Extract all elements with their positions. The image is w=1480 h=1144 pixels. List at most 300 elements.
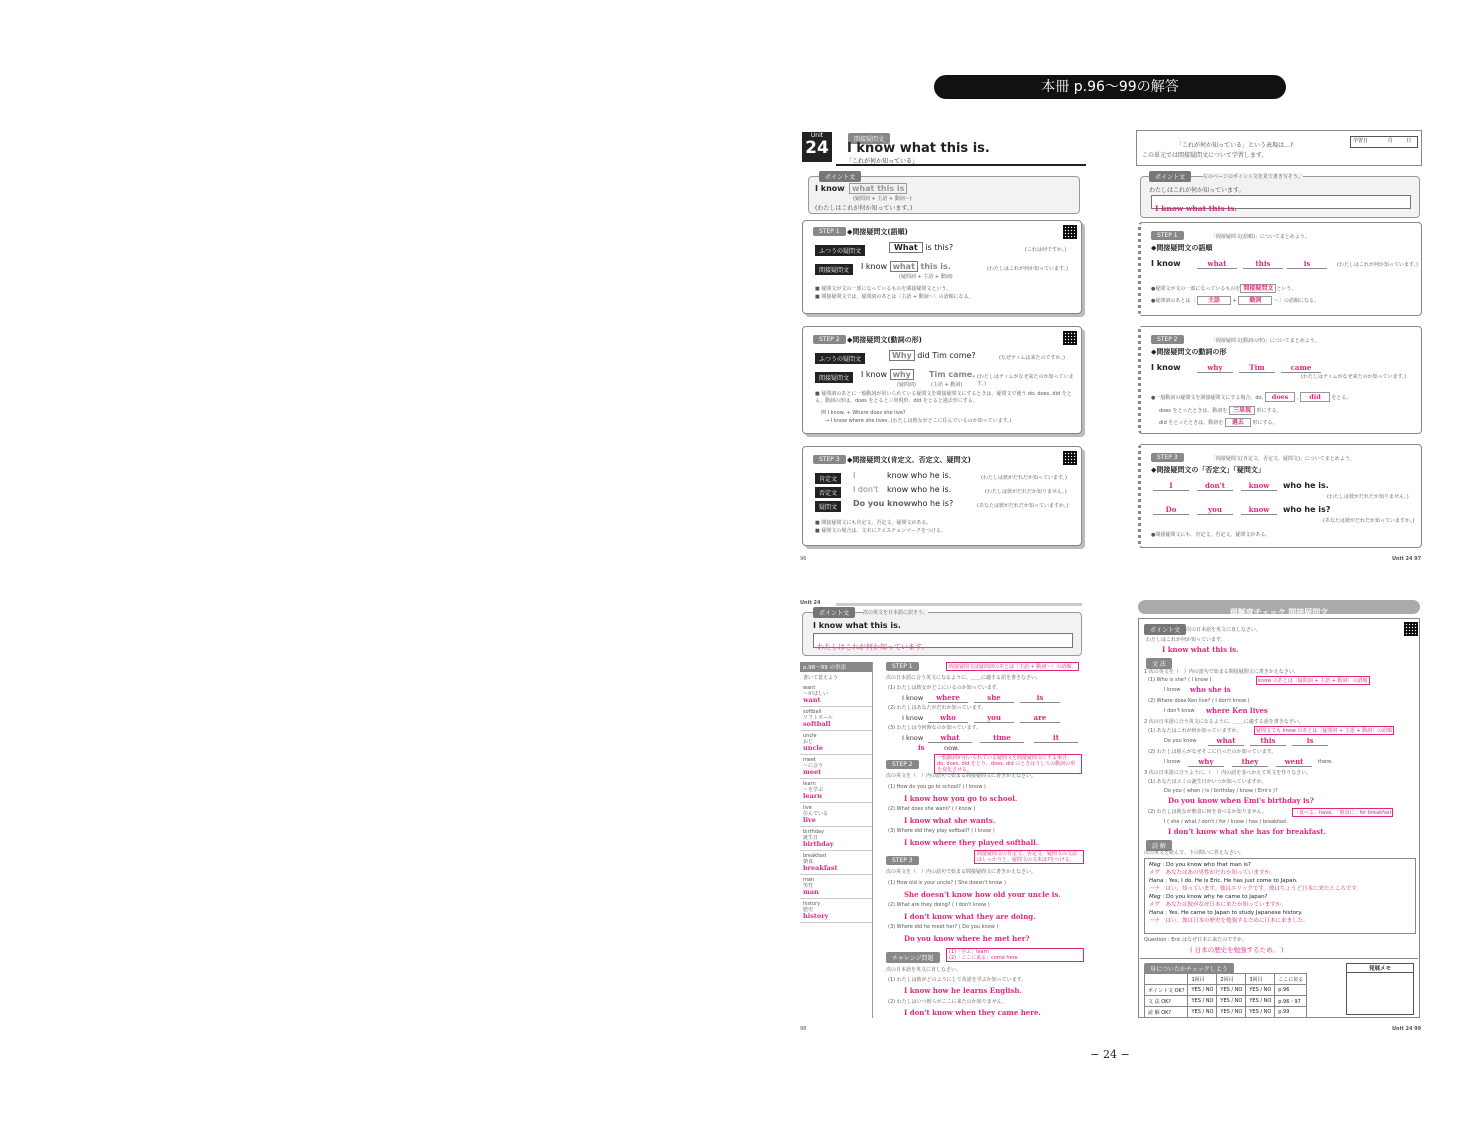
- check-row-q: OK?: [1161, 998, 1172, 1005]
- p97-step2-box: STEP 2 「間接疑問文(動詞の形)」についてまとめよう。 ◆間接疑問文の動詞の形 I know why Tim came (わたしはティムがなぜ来たのか知っています。) ●一般動詞の疑問文を間接疑問文にする場合、do, does , did をとる。 does をとったときは、動詞を 三単現 形にする。 did をとったときは、動詞を 過去 形にする。: [1138, 326, 1422, 434]
- check-row: [1145, 985, 1307, 996]
- p99-banner: [1138, 600, 1420, 617]
- p98-step1-tag: STEP 1: [886, 662, 919, 671]
- p98-step2-instr: 次の英文を（ ）内の語句で始まる間接疑問文に書きかえなさい。: [886, 773, 1037, 779]
- g1-2-q: (2) Where does Ken live? ( I don't know ): [1148, 698, 1250, 704]
- q1-1-jp: (1) わたしは彼女がどこにいるのか知っています。: [888, 685, 1002, 691]
- check-cell-c1[interactable]: YES / NO: [1188, 996, 1217, 1007]
- g3-2-hint: 「食べる」have, 「朝食に」for breakfast: [1294, 810, 1392, 816]
- vocab-en: want: [803, 685, 816, 691]
- check-cell-c1[interactable]: YES / NO: [1188, 1007, 1217, 1018]
- vocab-sidebar-sub: 書いて覚えよう: [803, 675, 839, 681]
- g2-1-q: (1) あなたはこれが何か知っていますか。: [1148, 728, 1242, 734]
- step2-trans-a: (なぜティムは来たのですか。): [999, 355, 1066, 361]
- step2-sub-b-2: (主語 + 動詞): [931, 382, 963, 388]
- check-cell-c2[interactable]: YES / NO: [1217, 996, 1246, 1007]
- vocab-en: live: [803, 805, 812, 811]
- g1-1-q: (1) Who is she? ( I know ): [1148, 677, 1212, 683]
- g2-2-a3: went: [1276, 757, 1312, 767]
- dialog-list: [1145, 859, 1415, 927]
- p98-step1-hint: 間接疑問文は疑問詞のあとは〔主語 + 動詞～〕の語順。: [946, 662, 1079, 671]
- step1-label-b: 間接疑問文: [815, 264, 853, 275]
- p97-step3-r1-c: know: [1241, 481, 1277, 491]
- q2-2-a: I know what she wants.: [904, 816, 996, 825]
- point-sentence-pre: I know: [815, 184, 845, 193]
- vocab-jp: 住んでいる: [803, 811, 829, 817]
- step3-label-a: 肯定文: [815, 473, 841, 484]
- g2-2-a2: they: [1232, 757, 1268, 767]
- challenge-tag: チャレンジ問題: [886, 952, 940, 963]
- vocab-answer: birthday: [803, 840, 834, 848]
- check-cell-label: [1145, 1007, 1188, 1018]
- q3-3-q: (3) Where did he meet her? ( Do you know ): [888, 924, 999, 930]
- p97-step2-a3: came: [1281, 363, 1321, 373]
- point-translation: (わたしはこれが何か知っています。): [815, 205, 913, 212]
- vocab-item: [800, 875, 872, 899]
- study-date-box: [1350, 136, 1418, 148]
- q1-2-a2: you: [974, 713, 1014, 723]
- p97-step2-n3-ans: 過去: [1225, 418, 1251, 427]
- step1-trans-a: (これは何ですか。): [1025, 247, 1067, 253]
- step2-heading: ◆間接疑問文(動詞の形): [847, 336, 922, 344]
- p98-step3-tag: STEP 3: [886, 856, 919, 865]
- step3-label-b: 否定文: [815, 487, 841, 498]
- vocab-en: history: [803, 901, 821, 907]
- step2-sent-a-rest: did Tim come?: [917, 351, 976, 360]
- p97-step3-r2-rest: who he is?: [1283, 505, 1331, 514]
- p97-step1-a3: is: [1287, 259, 1327, 269]
- vocab-item: [800, 683, 872, 707]
- q3-2-a: I don't know what they are doing.: [904, 912, 1036, 921]
- check-table: [1144, 973, 1307, 1018]
- p97-step3-r1-trans: (わたしは彼がだれだか知りません。): [1327, 494, 1409, 500]
- page-header-title: 本冊 p.96〜99の解答: [934, 75, 1286, 99]
- p97-point-jp: わたしはこれが何か知っています。: [1149, 187, 1245, 194]
- q1-1-a1: where: [928, 693, 968, 703]
- p97-step3-r1-rest: who he is.: [1283, 481, 1329, 490]
- step1-sent-b-rest: this is.: [920, 262, 951, 271]
- p97-step2-instr: 「間接疑問文(動詞の形)」についてまとめよう。: [1211, 338, 1320, 344]
- p97-step1-instr: 「間接疑問文(語順)」についてまとめよう。: [1211, 234, 1310, 240]
- step1-sub-b: (疑問詞 + 主語 + 動詞): [899, 274, 953, 280]
- p97-step3-note: ●間接疑問文にも、肯定文、否定文、疑問文がある。: [1151, 532, 1271, 538]
- step1-sent-a-rest: is this?: [925, 243, 954, 252]
- dialog-line: [1149, 909, 1411, 925]
- p97-step3-instr: 「間接疑問文(肯定文、否定文、疑問文)」についてまとめよう。: [1211, 456, 1355, 462]
- p97-point-instr: 左のページのポイント文を見て書き写そう。: [1203, 174, 1303, 180]
- p97-step2-n1-post: をとる。: [1331, 395, 1352, 401]
- vocab-item: [800, 803, 872, 827]
- q3-2-q: (2) What are they doing? ( I don't know ): [888, 902, 990, 908]
- vocab-item: [800, 779, 872, 803]
- step1-tag: STEP 1: [813, 227, 846, 236]
- step1-note1: ■ 疑問文が文の一部になっているものを間接疑問文という。: [815, 286, 952, 292]
- vocab-en: birthday: [803, 829, 824, 835]
- dialog-text: : Do you know why he came to Japan?: [1162, 894, 1268, 900]
- point-box: [808, 176, 1080, 214]
- dialog-box: [1144, 858, 1416, 934]
- check-row-label: 読 解: [1148, 1009, 1160, 1016]
- qr-code-icon: [1404, 622, 1418, 636]
- p97-step3-heading: ◆間接疑問文の「否定文」「疑問文」: [1151, 466, 1265, 474]
- vocab-item: [800, 851, 872, 875]
- step1-sent-b-box: what: [890, 261, 918, 272]
- step3-sent-b-2: know who he is.: [887, 485, 952, 494]
- g3-2-a: I don't know what she has for breakfast.: [1168, 827, 1326, 836]
- p97-step2-pre: I know: [1151, 363, 1181, 372]
- step1-sent-a-box: What: [889, 242, 923, 253]
- vocab-answer: uncle: [803, 744, 824, 752]
- p99-point-jp: わたしはこれが何か知っています。: [1146, 637, 1226, 643]
- p98-point-label: ポイント文: [813, 607, 855, 618]
- step3-heading: ◆間接疑問文(肯定文、否定文、疑問文): [847, 456, 971, 464]
- g1-instr: 1 次の英文を（ ）内の語句で始まる間接疑問文に書きかえなさい。: [1144, 669, 1299, 675]
- dokkai-instr: 次の英文を読んで、下の問いに答えなさい。: [1144, 850, 1244, 856]
- unit-subtitle: 「これが何か知っている」: [846, 158, 919, 165]
- q1-1-a3: is: [1020, 693, 1060, 703]
- page-98: [800, 598, 1086, 1038]
- step2-sent-b-box: why: [890, 369, 914, 380]
- g3-2-q: (2) わたしは彼女が朝食に何を食べるか知りません。: [1148, 809, 1267, 815]
- q1-2-a3: are: [1020, 713, 1060, 723]
- p97-step2-n3-post: 形にする。: [1252, 420, 1278, 426]
- dialog-jp: ハナ はい、知っています。彼はエリックです。彼はちょうど日本に来たところです。: [1149, 886, 1362, 892]
- g3-2-words: I ( she / what / don't / for / know / has ) breakfast.: [1164, 819, 1288, 825]
- p97-step3-r2-b: you: [1197, 505, 1233, 515]
- p97-step1-n1-pre: ●疑問文が文の一部になっているものを: [1151, 286, 1241, 292]
- dialog-text: : Do you know who that man is?: [1162, 862, 1251, 868]
- vocab-item: [800, 755, 872, 779]
- p97-step2-a1: why: [1197, 363, 1233, 373]
- step3-tag: STEP 3: [813, 455, 846, 464]
- p98-main: [884, 662, 1084, 1018]
- vocab-answer: learn: [803, 792, 822, 800]
- challenge-1-a: I know how he learns English.: [904, 986, 1022, 995]
- p97-step2-n3-pre: did をとったときは、動詞を: [1159, 420, 1224, 426]
- check-row-q: OK?: [1174, 987, 1185, 994]
- vocab-jp: 男性: [803, 883, 814, 889]
- q2-1-a: I know how you go to school.: [904, 794, 1018, 803]
- step3-sent-b-1: I don't: [853, 485, 879, 494]
- step2-note2: 例 I know. + Where does she live?: [821, 410, 906, 416]
- p97-step1-box: STEP 1 「間接疑問文(語順)」についてまとめよう。 ◆間接疑問文の語順 I know what this is (わたしはこれが何か知っています。) ●疑問文が文の一部になっているものを 間接疑問文 という。 ●疑問詞のあとは〔 主語 + 動詞 ～〕の語順になる。: [1138, 222, 1422, 316]
- vocab-jp: ～に会う: [803, 763, 824, 769]
- p99-point-label: ポイント文: [1144, 624, 1186, 635]
- g2-1-a3: is: [1292, 736, 1328, 746]
- check-row: [1145, 1007, 1307, 1018]
- check-cell-label: [1145, 985, 1188, 996]
- q1-3-post: now.: [944, 744, 959, 752]
- p97-step2-n1-pre: ●一般動詞の疑問文を間接疑問文にする場合、do,: [1151, 395, 1264, 401]
- p99-point-instr: 次の日本語を英文に直しなさい。: [1186, 627, 1262, 633]
- step2-box: [802, 326, 1082, 434]
- check-cell-back: p.96・97: [1275, 996, 1307, 1007]
- intro-line-2: この単元では間接疑問文について学習します。: [1142, 152, 1268, 159]
- p97-step2-trans: (わたしはティムがなぜ来たのか知っています。): [1301, 374, 1407, 380]
- check-row-q: OK?: [1161, 1009, 1172, 1016]
- check-area: [1140, 958, 1418, 1015]
- page-99: [1136, 598, 1422, 1038]
- vocab-jp: 歴史: [803, 907, 814, 913]
- check-header: ここに戻る: [1275, 974, 1307, 985]
- q1-3-a1: what: [928, 733, 972, 743]
- unit-badge: [802, 132, 832, 162]
- dialog-text: : Yes. He came to Japan to study Japanese history.: [1165, 910, 1303, 916]
- vocab-item: [800, 731, 872, 755]
- g2-2-post: there.: [1318, 759, 1333, 765]
- step2-sent-b-rest: Tim came.: [929, 370, 976, 379]
- study-date-label: 学習日: [1353, 138, 1369, 144]
- q2-3-a: I know where they played softball.: [904, 838, 1039, 847]
- dialog-line: [1149, 877, 1411, 893]
- g2-2-pre: I know: [1164, 759, 1181, 765]
- challenge-instr: 次の日本語を英文に直しなさい。: [886, 967, 962, 973]
- p97-step1-a1: what: [1197, 259, 1237, 269]
- q3-1-q: (1) How old is your uncle? ( She doesn't know ): [888, 880, 1006, 886]
- p98-step3-hint: 間接疑問文の肯定文、否定文、疑問文の文法はしっかりと。疑問文の文末は?をつける。: [974, 850, 1084, 864]
- bunpo-tag: 文 法: [1146, 658, 1172, 669]
- p97-step2-heading: ◆間接疑問文の動詞の形: [1151, 348, 1227, 356]
- step3-sent-a-2: know who he is.: [887, 471, 952, 480]
- challenge-hint-1: (1)「学ぶ」learn: [949, 949, 989, 955]
- p97-step3-r2-trans: (あなたは彼がだれだか知っていますか。): [1323, 518, 1415, 524]
- check-cell-c2[interactable]: YES / NO: [1217, 985, 1246, 996]
- p97-step1-n1-ans: 間接疑問文: [1240, 284, 1276, 293]
- dialog-line: [1149, 893, 1411, 909]
- p97-step1-pre: I know: [1151, 259, 1181, 268]
- g2-2-q: (2) わたしは彼らがなぜそこに行ったのか知っています。: [1148, 749, 1277, 755]
- p97-step1-n2-pre: ●疑問詞のあとは〔: [1151, 298, 1196, 304]
- step1-heading: ◆間接疑問文(語順): [847, 228, 908, 236]
- dialog-speaker: Hana: [1149, 910, 1164, 916]
- p98-step3-instr: 次の英文を（ ）内の語句で始まる間接疑問文に書きかえなさい。: [886, 869, 1037, 875]
- vocab-sidebar-title: p.98〜99 の単語: [800, 662, 872, 672]
- dialog-speaker: Meg: [1149, 894, 1161, 900]
- p97-step1-n2-post: ～〕の語順になる。: [1273, 298, 1319, 304]
- vocab-item: [800, 827, 872, 851]
- check-cell-c2[interactable]: YES / NO: [1217, 1007, 1246, 1018]
- vocab-answer: history: [803, 912, 829, 920]
- study-date-month: 月: [1387, 138, 1393, 144]
- g2-1-pre: Do you know: [1164, 738, 1197, 744]
- p98-unit-tag: Unit 24: [800, 600, 821, 606]
- p97-step3-r1-b: don't: [1197, 481, 1233, 491]
- check-cell-c3[interactable]: YES / NO: [1246, 985, 1275, 996]
- p97-point-box: [1140, 176, 1420, 218]
- p97-step1-tag: STEP 1: [1151, 231, 1184, 240]
- q1-2-jp: (2) わたしはあなたがだれか知っています。: [888, 705, 987, 711]
- p97-step2-n2-pre: does をとったときは、動詞を: [1159, 408, 1228, 414]
- check-cell-label: [1145, 996, 1188, 1007]
- study-date-day: 日: [1406, 138, 1412, 144]
- step3-sent-a-1: I: [853, 471, 856, 480]
- p97-step3-r1-a: I: [1153, 481, 1189, 491]
- dialog-speaker: Meg: [1149, 862, 1161, 868]
- check-header: 1回目: [1188, 974, 1217, 985]
- q3-3-a: Do you know where he met her?: [904, 934, 1030, 943]
- unit-number: 24: [805, 138, 829, 158]
- dialog-text: : Yes, I do. He is Eric. He has just come to Japan.: [1165, 878, 1298, 884]
- dialog-speaker: Hana: [1149, 878, 1164, 884]
- p97-step1-n2-a: 主語: [1197, 296, 1231, 305]
- step2-sent-b-pre: I know: [861, 370, 888, 379]
- check-cell-back: p.99: [1275, 1007, 1307, 1018]
- vocab-answer: live: [803, 816, 816, 824]
- p97-step1-n2-b: 動詞: [1238, 296, 1272, 305]
- dialog-jp: メグ あなたは彼がなぜ日本に来たか知っていますか。: [1149, 902, 1287, 908]
- p98-point-sentence: I know what this is.: [813, 621, 901, 630]
- memo-title: 発展メモ: [1347, 964, 1413, 973]
- qr-code-icon: [1063, 331, 1077, 345]
- intro-line-1: 「これが何か知っている」という表現は…?: [1176, 142, 1294, 149]
- vocab-en: breakfast: [803, 853, 827, 859]
- p97-step3-r2-a: Do: [1153, 505, 1189, 515]
- p99-point-ans: I know what this is.: [1162, 645, 1239, 654]
- p97-step2-n2-ans: 三単現: [1229, 406, 1255, 415]
- step2-tag: STEP 2: [813, 335, 846, 344]
- page-number-96: 96: [800, 556, 807, 562]
- check-title: 身についたかチェックしよう: [1144, 963, 1234, 974]
- q1-3-a4: is: [918, 743, 925, 752]
- check-cell-c1[interactable]: YES / NO: [1188, 985, 1217, 996]
- vocab-jp: おじ: [803, 739, 814, 745]
- p97-step1-n1-post: という。: [1276, 286, 1297, 292]
- p98-point-box: [802, 612, 1082, 656]
- step2-label-b: 間接疑問文: [815, 372, 853, 383]
- step1-label-a: ふつうの疑問文: [815, 245, 865, 256]
- p98-step2-tag: STEP 2: [886, 760, 919, 769]
- g1-2-a: where Ken lives: [1206, 706, 1268, 715]
- question-answer: ( 日本の歴史を勉強するため。 ): [1190, 946, 1284, 954]
- step3-note2: ■ 疑問文の場合は、文末にクエスチョンマークをつける。: [815, 528, 946, 534]
- g2-instr: 2 次の日本語に合う英文になるように、＿＿に適する語を書きなさい。: [1144, 719, 1304, 725]
- step3-sent-c-2: who he is?: [911, 499, 954, 508]
- step3-note1: ■ 間接疑問文にも肯定文、否定文、疑問文がある。: [815, 520, 932, 526]
- question-text: Question : Eric はなぜ日本に来たのですか。: [1144, 937, 1248, 943]
- vocab-answer: breakfast: [803, 864, 838, 872]
- check-cell-c3[interactable]: YES / NO: [1246, 1007, 1275, 1018]
- page-number-99: Unit 24 99: [1392, 1026, 1422, 1032]
- q2-1-q: (1) How do you go to school? ( I know ): [888, 784, 986, 790]
- g1-1-a: who she is: [1190, 685, 1231, 694]
- g1-2-pre: I don't know: [1164, 708, 1195, 714]
- unit-label: Unit: [810, 132, 824, 139]
- vocab-answer: want: [803, 696, 821, 704]
- step1-sent-b-pre: I know: [861, 262, 888, 271]
- vocab-jp: ソフトボール: [803, 715, 833, 721]
- step3-label-c: 疑問文: [815, 501, 841, 512]
- check-cell-c3[interactable]: YES / NO: [1246, 996, 1275, 1007]
- step3-trans-c: (あなたは彼がだれだか知っていますか。): [977, 503, 1069, 509]
- qr-code-icon: [1063, 225, 1077, 239]
- g3-1-a: Do you know when Emi's birthday is?: [1168, 796, 1314, 805]
- vocab-en: man: [803, 877, 815, 883]
- memo-box: [1346, 963, 1414, 1015]
- p97-point-label: ポイント文: [1149, 171, 1191, 182]
- step3-box: [802, 446, 1082, 546]
- dialog-jp: メグ あなたはあの男性がだれか知っていますか。: [1149, 870, 1276, 876]
- q1-1-a2: she: [974, 693, 1014, 703]
- q2-3-q: (3) Where did they play softball? ( I know ): [888, 828, 995, 834]
- page-number-97: Unit 24 97: [1392, 556, 1422, 562]
- step1-trans-b: (わたしはこれが何か知っています。): [987, 266, 1069, 272]
- p97-step1-heading: ◆間接疑問文の語順: [1151, 244, 1213, 252]
- p97-step2-n1-b: did: [1300, 392, 1330, 402]
- step2-sub-b-1: (疑問詞): [897, 382, 916, 388]
- dokkai-tag: 読 解: [1146, 840, 1172, 851]
- check-row-label: ポイント文: [1148, 987, 1174, 994]
- p97-point-answer: I know what this is.: [1155, 204, 1237, 213]
- check-header: [1145, 974, 1188, 985]
- q3-1-a: She doesn't know how old your uncle is.: [904, 890, 1061, 899]
- p97-step3-tag: STEP 3: [1151, 453, 1184, 462]
- vocab-answer: softball: [803, 720, 831, 728]
- q1-3-pre: I know: [902, 734, 924, 742]
- step3-trans-a: (わたしは彼がだれだか知っています。): [981, 475, 1068, 481]
- g2-1-a2: this: [1250, 736, 1286, 746]
- step2-sent-a-box: Why: [889, 350, 915, 361]
- challenge-2-q: (2) わたしはいつ彼らがここに来たのか知りません。: [888, 999, 1007, 1005]
- page-footer-number: − 24 −: [1090, 1048, 1130, 1061]
- p97-step3-box: [1138, 444, 1422, 548]
- page-96: [800, 128, 1086, 568]
- page-97: [1136, 128, 1422, 568]
- step3-sent-c-1: Do you know: [853, 499, 912, 508]
- step1-box: [802, 220, 1082, 314]
- vocab-answer: meet: [803, 768, 822, 776]
- p97-step2-n2-post: 形にする。: [1256, 408, 1282, 414]
- q1-2-pre: I know: [902, 714, 924, 722]
- step1-note2: ■ 間接疑問文では、疑問詞のあとは〔主語 + 動詞～〕の語順になる。: [815, 294, 974, 300]
- p98-point-answer: わたしはこれが何か知っています。: [817, 643, 929, 651]
- vocab-jp: 誕生日: [803, 835, 819, 841]
- challenge-1-q: (1) わたしは彼がどのようにして英語を学ぶか知っています。: [888, 977, 1027, 983]
- g3-1-q: (1) あなたはエミの誕生日がいつか知っていますか。: [1148, 779, 1267, 785]
- q1-2-a1: who: [928, 713, 968, 723]
- p97-step2-a2: Tim: [1239, 363, 1275, 373]
- p97-step1-trans: (わたしはこれが何か知っています。): [1337, 262, 1419, 268]
- vocab-item: [800, 899, 872, 923]
- vocab-answer: man: [803, 888, 819, 896]
- p97-step1-a2: this: [1243, 259, 1283, 269]
- vocab-en: uncle: [803, 733, 817, 739]
- check-header: 2回目: [1217, 974, 1246, 985]
- q1-3-jp: (3) わたしは今何時なのか知っています。: [888, 725, 982, 731]
- vocab-jp: ～を学ぶ: [803, 787, 824, 793]
- check-row: [1145, 996, 1307, 1007]
- q1-1-pre: I know: [902, 694, 924, 702]
- unit-title: I know what this is.: [847, 141, 990, 156]
- point-label: ポイント文: [819, 171, 861, 182]
- vocab-en: learn: [803, 781, 816, 787]
- p98-step2-hint: 一般動詞が用いられている疑問文を間接疑問文にする場合、do, does, did をとり、does, did のときはうしろの動詞の形を変化させる。: [934, 754, 1082, 774]
- point-note: (疑問詞 + 主語 + 動詞～): [853, 196, 912, 202]
- vocab-en: softball: [803, 709, 822, 715]
- dialog-jp: ハナ はい。彼は日本の歴史を勉強するために日本に来ました。: [1149, 918, 1309, 924]
- g3-instr: 3 次の日本語に合うように、（ ）内の語を並べかえて英文を作りなさい。: [1144, 770, 1312, 776]
- q1-3-a2: time: [980, 733, 1024, 743]
- challenge-hint-2: (2)「ここに来る」come here: [949, 955, 1018, 961]
- vocab-jp: ～がほしい: [803, 691, 829, 697]
- p97-step2-tag: STEP 2: [1151, 335, 1184, 344]
- g2-2-a1: why: [1188, 757, 1224, 767]
- g1-1-hint: know のあとは〔疑問詞 + 主語 + 動詞〕の語順: [1258, 678, 1368, 684]
- step3-trans-b: (わたしは彼がだれだか知りません。): [985, 489, 1067, 495]
- g2-1-hint: 疑問文でも know のあとは〔疑問詞 + 主語 + 動詞〕の語順: [1256, 728, 1393, 734]
- point-sentence-box: what this is: [849, 183, 907, 194]
- q2-2-q: (2) What does she want? ( I know ): [888, 806, 976, 812]
- p98-step1-instr: 次の日本語に合う英文になるように、＿＿に適する語を書きなさい。: [886, 675, 1042, 681]
